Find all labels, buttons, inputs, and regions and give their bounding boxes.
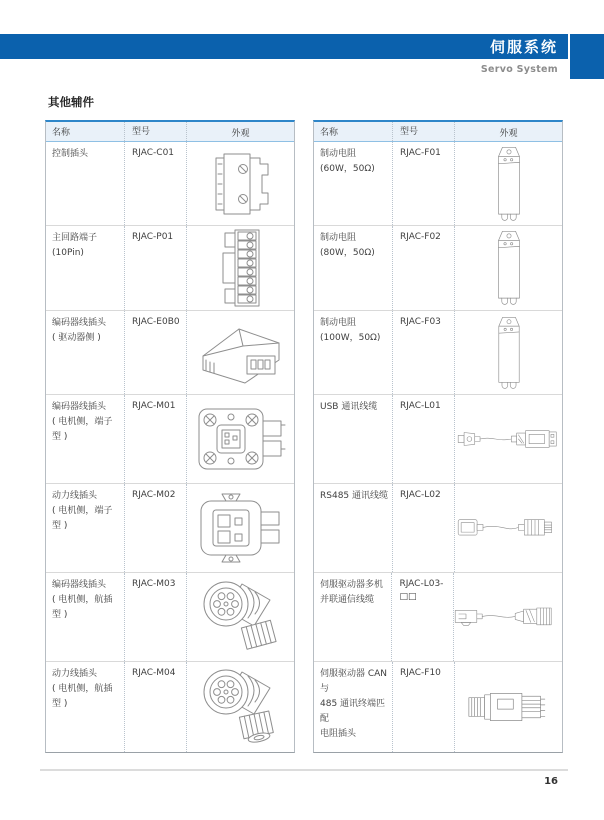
model-cell: RJAC-M01 [124,395,186,483]
name-cell [46,484,124,572]
model-cell: RJAC-C01 [124,142,186,225]
model-cell: RJAC-M04 [124,662,186,752]
aviation-plug-illustration [196,576,286,658]
appearance-cell [186,142,294,225]
accessory-name: 制动电阻 [320,318,357,328]
header-banner [0,34,568,59]
brake-resistor-illustration [482,146,536,222]
accessory-name-note: ( 电机侧，端子型 ) [52,506,113,531]
column-header-name: 名称 [52,128,71,138]
column-header-appearance: 外观 [454,122,562,141]
name-cell [46,573,124,661]
model-cell: RJAC-P01 [124,226,186,310]
accessory-name-note: ( 驱动器侧 ) [52,333,101,343]
table-row [314,311,562,395]
accessory-name: RS485 通讯线缆 [320,491,389,501]
encoder-motor-plug-illustration [193,403,289,475]
table-header-row [46,122,294,142]
accessories-table-left [45,120,295,753]
brake-resistor-illustration [482,316,536,390]
accessory-name-note: 485 通讯终端匹配 [320,699,386,724]
appearance-cell [186,395,294,483]
accessory-name-note: ( 电机侧，航插型 ) [52,684,113,709]
accessory-name: 动力线插头 [52,491,98,501]
page-number: 16 [544,776,558,787]
accessory-name-note: (80W，50Ω) [320,248,375,258]
model-cell: RJAC-F01 [392,142,454,225]
model-cell: RJAC-F02 [392,226,454,310]
accessory-name: 编码器线插头 [52,318,107,328]
name-cell [314,573,391,661]
table-row [314,573,562,662]
rj45-resistor-plug-illustration [466,685,552,729]
accessory-name: 制动电阻 [320,149,357,159]
control-plug-illustration [208,152,274,216]
model-cell: RJAC-E0B0 [124,311,186,394]
column-header-model: 型号 [124,122,186,141]
name-cell [314,484,392,572]
accessory-name: 编码器线插头 [52,580,107,590]
column-header-appearance: 外观 [186,122,294,141]
table-row [314,662,562,752]
appearance-cell [186,226,294,310]
appearance-cell [454,142,562,225]
brake-resistor-illustration [482,230,536,306]
encoder-drive-connector-illustration [197,320,285,386]
page-subtitle: Servo System [480,64,558,75]
model-cell: RJAC-L03- □□ [391,573,453,661]
accessory-name: 伺服驱动器多机 [320,580,384,590]
parallel-comm-cable-illustration [454,598,562,636]
appearance-cell [186,311,294,394]
name-cell [314,142,392,225]
name-cell [46,142,124,225]
section-title: 其他辅件 [48,95,94,109]
appearance-cell [454,484,562,572]
table-row [46,311,294,395]
table-row [314,484,562,573]
accessory-name: 编码器线插头 [52,402,107,412]
accessory-name: 动力线插头 [52,669,98,679]
table-row [46,662,294,752]
appearance-cell [454,311,562,394]
table-row [46,226,294,311]
power-motor-plug-illustration [193,491,289,565]
accessory-name-note: 并联通信线缆 [320,595,375,605]
model-cell: RJAC-M02 [124,484,186,572]
table-header-row [314,122,562,142]
name-cell [46,662,124,752]
accessory-name-note: 电阻插头 [320,729,357,739]
appearance-cell [186,573,294,661]
usb-cable-illustration [457,419,561,459]
model-cell: RJAC-L01 [392,395,454,483]
table-row [314,226,562,311]
accessory-name-note: (100W，50Ω) [320,333,381,343]
aviation-plug-illustration [196,664,286,750]
accessory-name-note: (60W，50Ω) [320,164,375,174]
table-row [314,142,562,226]
accessory-name: 伺服驱动器 CAN 与 [320,669,388,694]
accessory-name: USB 通讯线缆 [320,402,378,412]
appearance-cell [454,226,562,310]
name-cell [314,662,392,752]
accessory-name: 制动电阻 [320,233,357,243]
name-cell [46,226,124,310]
accessory-name: 控制插头 [52,149,89,159]
table-row [46,484,294,573]
page-title: 伺服系统 [489,38,558,56]
model-cell: RJAC-L02 [392,484,454,572]
model-cell: RJAC-F03 [392,311,454,394]
table-row [46,142,294,226]
name-cell [46,311,124,394]
name-cell [46,395,124,483]
appearance-cell [454,662,562,752]
banner-accent-square [570,34,604,79]
terminal-block-illustration [217,229,265,307]
accessory-name-note: ( 电机侧，航插型 ) [52,595,113,620]
accessory-name-note: ( 电机侧，端子型 ) [52,417,113,442]
model-cell: RJAC-M03 [124,573,186,661]
accessory-name-note: (10Pin) [52,248,84,258]
appearance-cell [186,484,294,572]
footer-divider [40,769,568,771]
table-row [314,395,562,484]
name-cell [314,226,392,310]
rs485-cable-illustration [457,510,561,546]
appearance-cell [453,573,562,661]
accessory-name: 主回路端子 [52,233,98,243]
name-cell [314,311,392,394]
column-header-name: 名称 [320,128,339,138]
appearance-cell [454,395,562,483]
table-row [46,573,294,662]
appearance-cell [186,662,294,752]
table-row [46,395,294,484]
column-header-model: 型号 [392,122,454,141]
name-cell [314,395,392,483]
accessories-table-right [313,120,563,753]
model-cell: RJAC-F10 [392,662,454,752]
